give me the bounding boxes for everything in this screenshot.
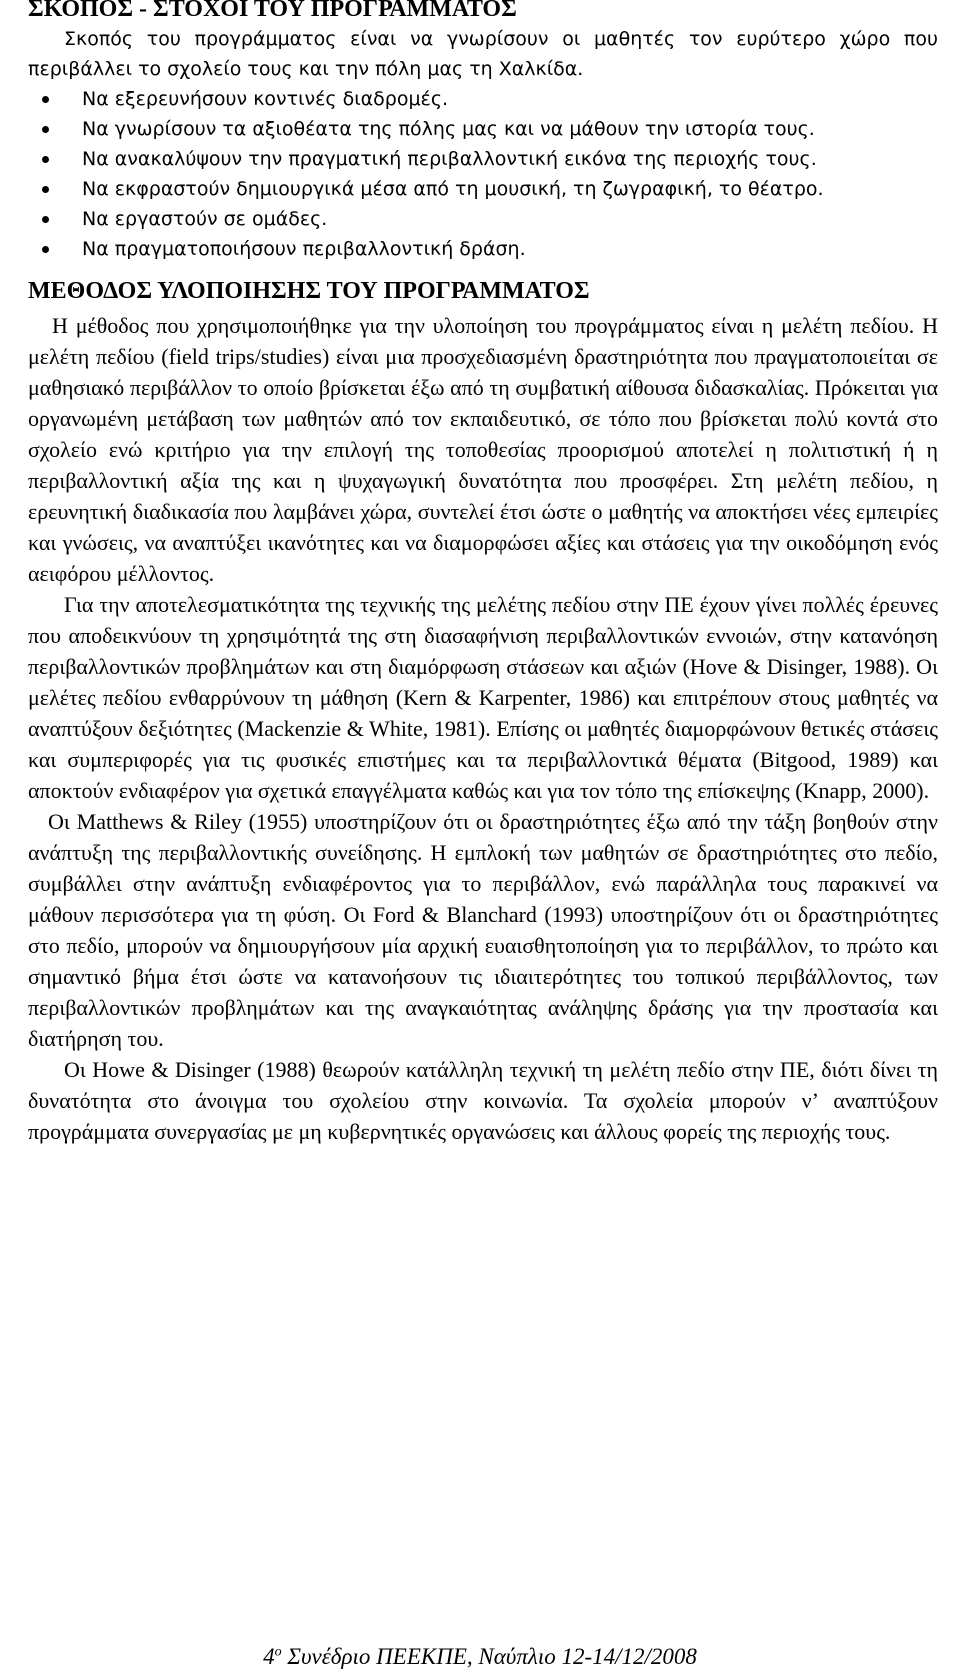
method-heading: ΜΕΘΟΔΟΣ ΥΛΟΠΟΙΗΣΗΣ ΤΟΥ ΠΡΟΓΡΑΜΜΑΤΟΣ — [28, 278, 590, 304]
method-paragraph: Η μέθοδος που χρησιμοποιήθηκε για την υλοποίηση του προγράμματος είναι η μελέτη πεδίου. Η μελέτη πεδίου (field trips/studies) είναι μια προσχεδιασμένη δραστηριότητα που πραγματοποιείται σε μαθησιακό περιβάλλον το οποίο βρίσκεται έξω από τη συμβατική αίθουσα διδασκαλίας. Πρόκειται για οργανωμένη μετάβαση των μαθητών από τον εκπαιδευτικό, σε τόπο που βρίσκεται πολύ κοντά στο σχολείο ενώ κριτήριο για την επιλογή της τοποθεσίας προορισμού αποτελεί η πολιτιστική ή η περιβαλλοντική αξία της και η ψυχαγωγική δυνατότητα που προσφέρει. Στη μελέτη πεδίου, η ερευνητική διαδικασία που λαμβάνει χώρα, συντελεί έτσι ώστε ο μαθητής να αποκτήσει νέες εμπειρίες και γνώσεις, να αναπτύξει ικανότητες και να διαμορφώσει αξίες και στάσεις για την οικοδόμηση ενός αειφόρου μέλλοντος. — [28, 313, 938, 586]
footer-superscript: ο — [274, 1644, 282, 1660]
footer-number: 4 — [263, 1644, 275, 1669]
goal-text: Να γνωρίσουν τα αξιοθέατα της πόλης μας και να μάθουν την ιστορία τους. — [82, 118, 815, 140]
goal-item — [82, 174, 938, 204]
effectiveness-paragraph: Για την αποτελεσματικότητα της τεχνικής της μελέτης πεδίου στην ΠΕ έχουν γίνει πολλές έρευνες που αποδεικνύουν τη χρησιμότητά της στη διασαφήνιση περιβαλλοντικών εννοιών, στην κατανόηση περιβαλλοντικών προβλημάτων και στη διαμόρφωση στάσεων και αξιών (Hove & Disinger, 1988). Οι μελέτες πεδίου ενθαρρύνουν τη μάθηση (Kern & Karpenter, 1986) και επιτρέπουν στους μαθητές να αναπτύξουν δεξιότητες (Mackenzie & White, 1981). Επίσης οι μαθητές διαμορφώνουν θετικές στάσεις και συμπεριφορές για τις φυσικές επιστήμες και τα περιβαλλοντικά θέματα (Bitgood, 1989) και αποκτούν ενδιαφέρον για σχετικά επαγγέλματα καθώς και για τον τόπο της επίσκεψης (Knapp, 2000). — [28, 592, 938, 803]
footer-text: Συνέδριο ΠΕΕΚΠΕ, Ναύπλιο 12-14/12/2008 — [281, 1644, 697, 1669]
goal-text: Να εκφραστούν δημιουργικά μέσα από τη μουσική, τη ζωγραφική, το θέατρο. — [82, 178, 824, 200]
page-content — [28, 0, 938, 1147]
goals-list — [28, 84, 938, 264]
goal-text: Να εξερευνήσουν κοντινές διαδρομές. — [82, 88, 449, 110]
goal-text: Να εργαστούν σε ομάδες. — [82, 208, 328, 230]
howe-paragraph: Οι Howe & Disinger (1988) θεωρούν κατάλληλη τεχνική τη μελέτη πεδίο στην ΠΕ, διότι δίνει τη δυνατότητα στο άνοιγμα του σχολείου στην κοινωνία. Τα σχολεία μπορούν ν’ αναπτύξουν προγράμματα συνεργασίας με μη κυβερνητικές οργανώσεις και άλλους φορείς της περιοχής τους. — [28, 1057, 938, 1144]
bullet-icon — [42, 96, 49, 103]
goal-text: Να ανακαλύψουν την πραγματική περιβαλλοντική εικόνα της περιοχής τους. — [82, 148, 817, 170]
goal-item — [82, 114, 938, 144]
bullet-icon — [42, 246, 49, 253]
goal-item — [82, 234, 938, 264]
matthews-paragraph: Οι Matthews & Riley (1955) υποστηρίζουν ότι οι δραστηριότητες έξω από την τάξη βοηθούν στην ανάπτυξη της περιβαλλοντικής συνείδησης. Η εμπλοκή των μαθητών σε δραστηριότητες στο πεδίο, συμβάλλει στην ανάπτυξη ενδιαφέροντος για το περιβάλλον, ενώ παράλληλα τους παρακινεί να μάθουν περισσότερα για τη φύση. Οι Ford & Blanchard (1993) υποστηρίζουν ότι οι δραστηριότητες στο πεδίο, μπορούν να δημιουργήσουν μία αρχική ευαισθητοποίηση για το περιβάλλον, το πρώτο και σημαντικό βήμα έτσι ώστε να κατανοήσουν τις ιδιαιτερότητες του τοπικού περιβάλλοντος, των περιβαλλοντικών προβλημάτων και της αναγκαιότητας ανάληψης δράσης για την προστασία και διατήρηση του. — [28, 809, 938, 1051]
goals-heading: ΣΚΟΠΟΣ - ΣΤΟΧΟΙ ΤΟΥ ΠΡΟΓΡΑΜΜΑΤΟΣ — [28, 0, 517, 22]
page-footer — [0, 1644, 960, 1670]
bullet-icon — [42, 126, 49, 133]
goal-text: Να πραγματοποιήσουν περιβαλλοντική δράση. — [82, 238, 526, 260]
goal-item — [82, 204, 938, 234]
goal-item — [82, 84, 938, 114]
bullet-icon — [42, 186, 49, 193]
goal-item — [82, 144, 938, 174]
bullet-icon — [42, 156, 49, 163]
intro-paragraph: Σκοπός του προγράμματος είναι να γνωρίσουν οι μαθητές τον ευρύτερο χώρο που περιβάλλει το σχολείο τους και την πόλη μας τη Χαλκίδα. — [28, 28, 938, 80]
bullet-icon — [42, 216, 49, 223]
